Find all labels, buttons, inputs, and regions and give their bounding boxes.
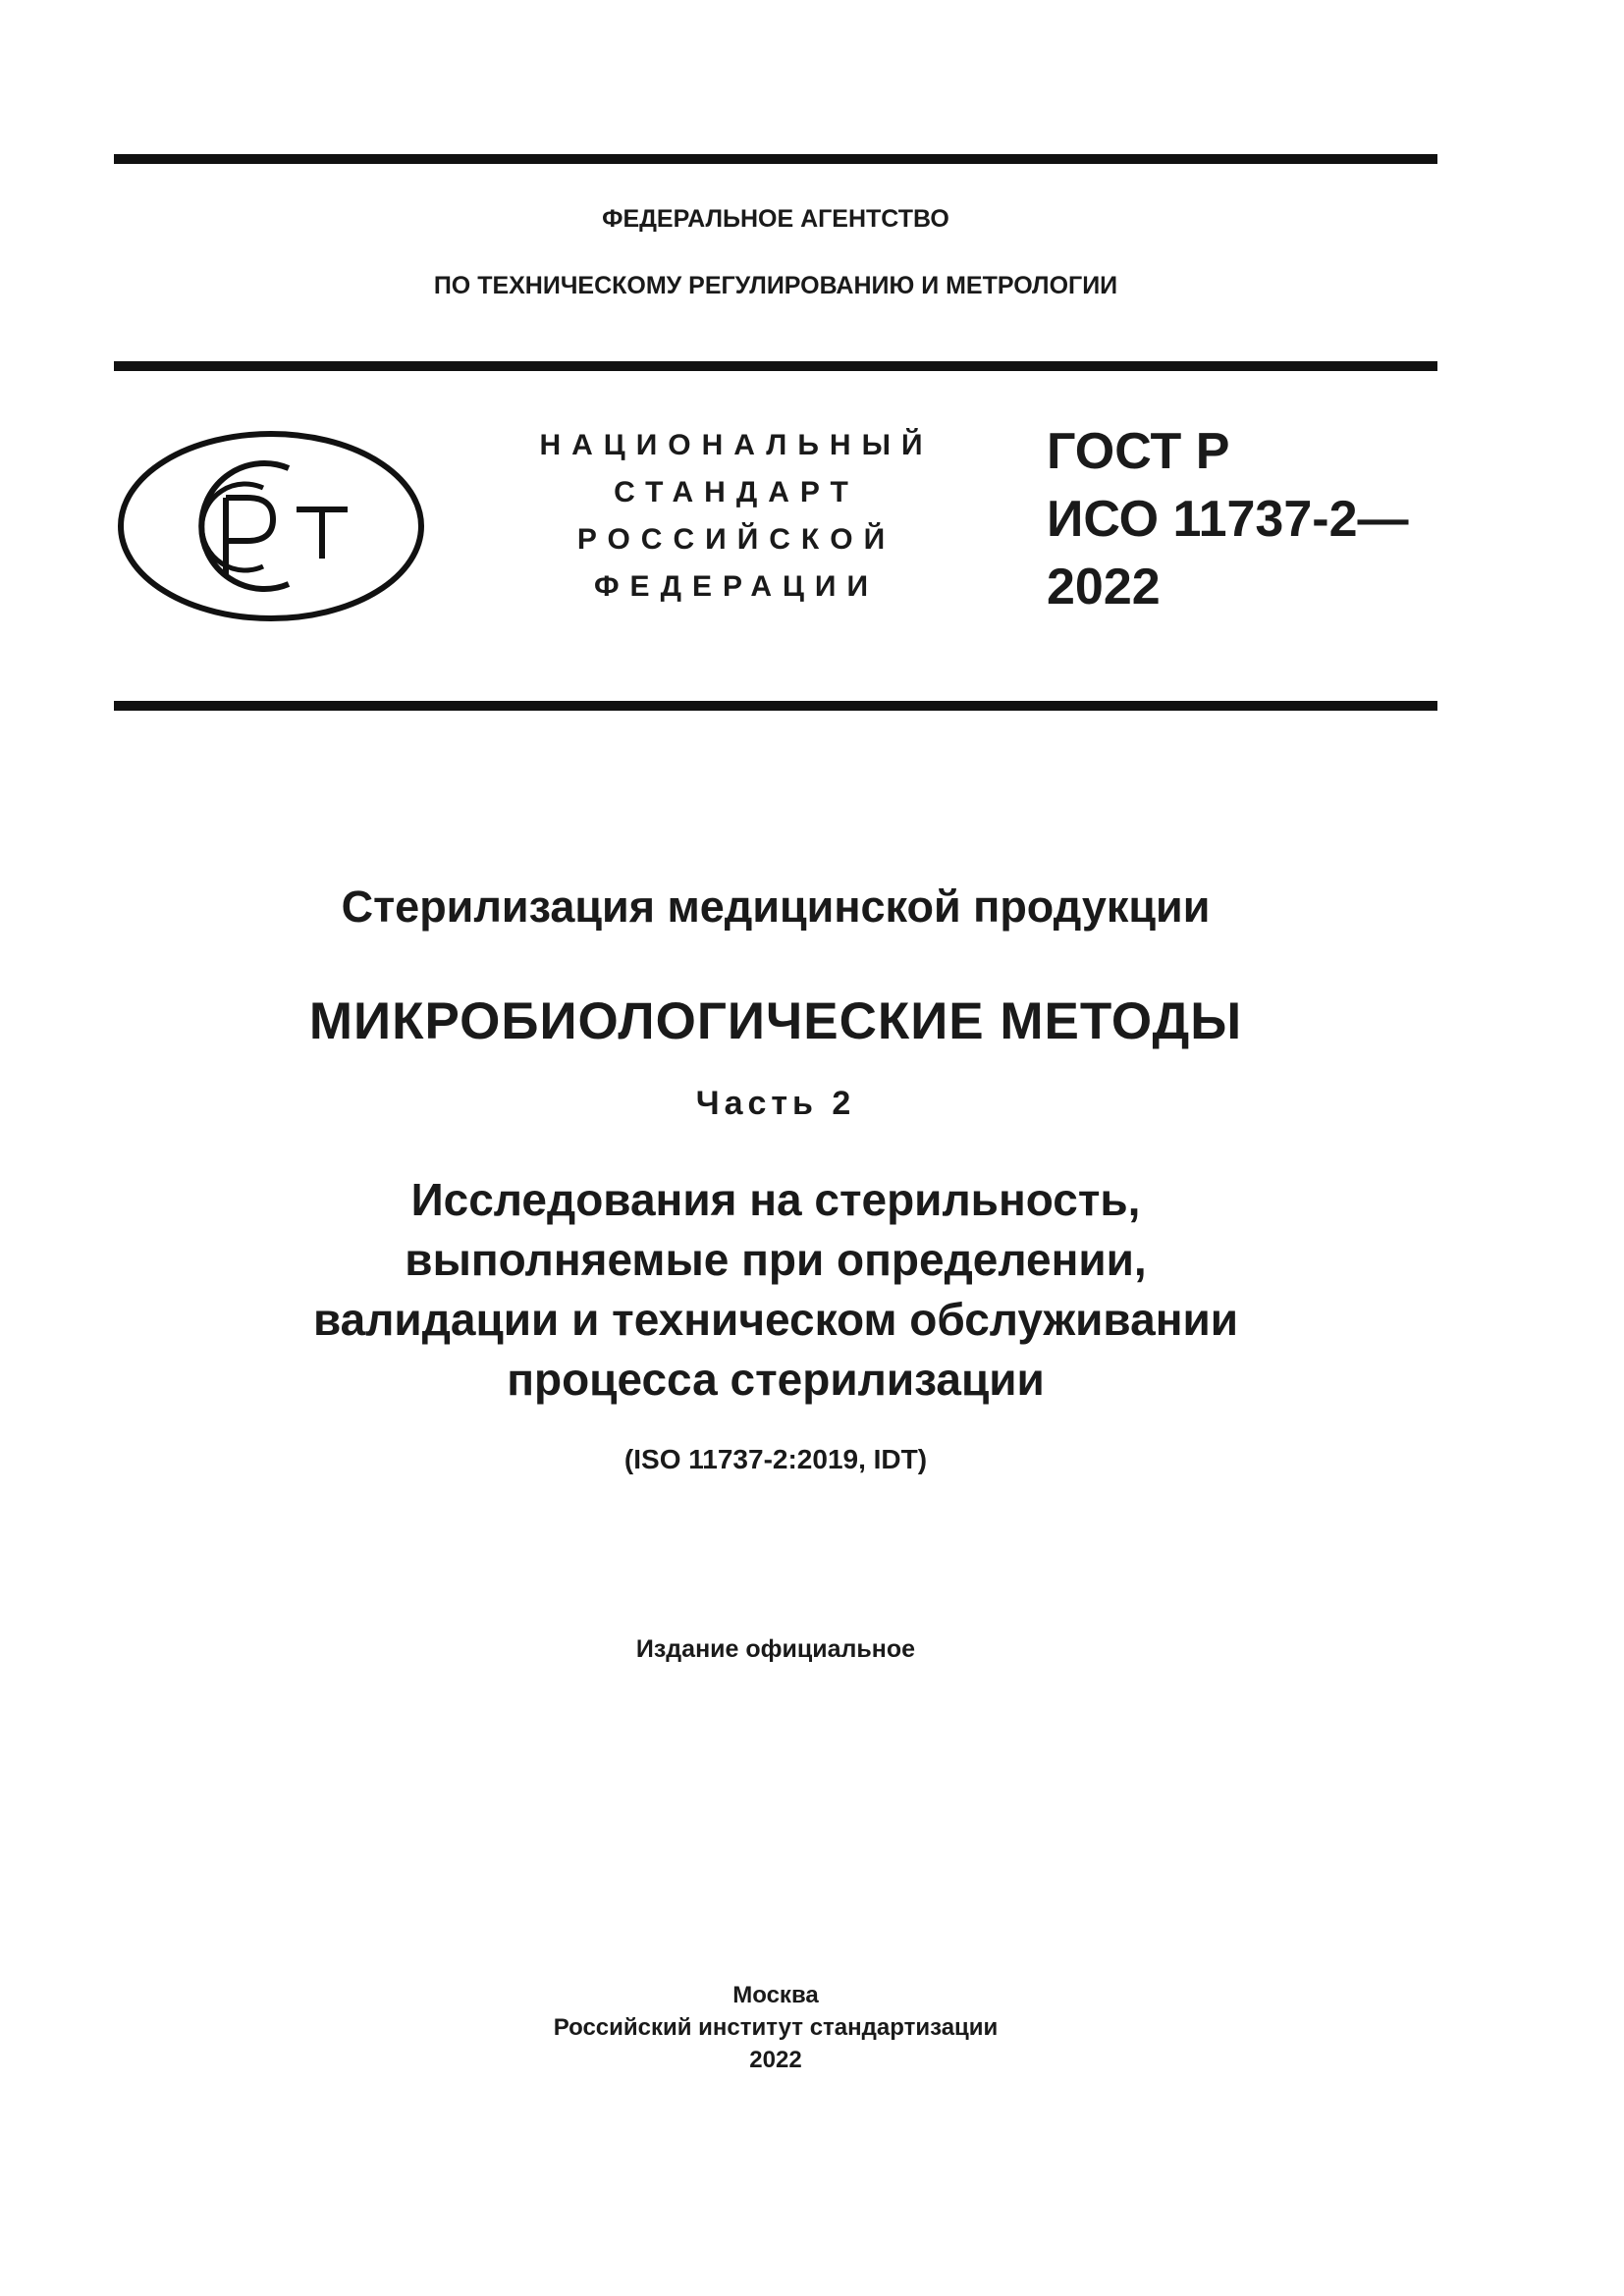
- publisher-block: [0, 1979, 1551, 2076]
- part-title-line: валидации и техническом обслуживании: [312, 1294, 1239, 1345]
- document-subject: МИКРОБИОЛОГИЧЕСКИЕ МЕТОДЫ: [308, 992, 1243, 1050]
- part-title-line: выполняемые при определении,: [405, 1234, 1147, 1285]
- publisher-city: Москва: [732, 1982, 819, 2008]
- national-standard-line: СТАНДАРТ: [614, 476, 859, 508]
- publication-year: 2022: [749, 2047, 802, 2073]
- edition-label: Издание официальное: [635, 1635, 916, 1663]
- agency-name-line1: ФЕДЕРАЛЬНОЕ АГЕНТСТВО: [602, 205, 949, 233]
- designation-line: ГОСТ Р: [1047, 423, 1230, 480]
- document-title: Стерилизация медицинской продукции: [341, 881, 1211, 932]
- designation-line: ИСО 11737-2—: [1047, 491, 1409, 548]
- rst-logo-icon: [116, 429, 426, 623]
- part-title: [0, 1170, 1551, 1410]
- iso-reference: (ISO 11737-2:2019, IDT): [623, 1444, 928, 1474]
- national-standard-line: НАЦИОНАЛЬНЫЙ: [539, 429, 934, 461]
- part-title-line: Исследования на стерильность,: [410, 1174, 1141, 1225]
- title-block-divider: [114, 701, 1437, 711]
- national-standard-label: [511, 422, 962, 611]
- national-standard-line: РОССИЙСКОЙ: [576, 523, 896, 556]
- header-divider: [114, 361, 1437, 371]
- publisher-name: Российский институт стандартизации: [553, 2014, 999, 2041]
- part-title-line: процесса стерилизации: [507, 1354, 1045, 1405]
- designation-line: 2022: [1047, 559, 1161, 615]
- top-divider: [114, 154, 1437, 164]
- part-number: Часть 2: [695, 1085, 856, 1122]
- standard-designation: [1047, 418, 1409, 621]
- agency-name-line2: ПО ТЕХНИЧЕСКОМУ РЕГУЛИРОВАНИЮ И МЕТРОЛОГИИ: [433, 272, 1118, 299]
- national-standard-line: ФЕДЕРАЦИИ: [593, 570, 880, 603]
